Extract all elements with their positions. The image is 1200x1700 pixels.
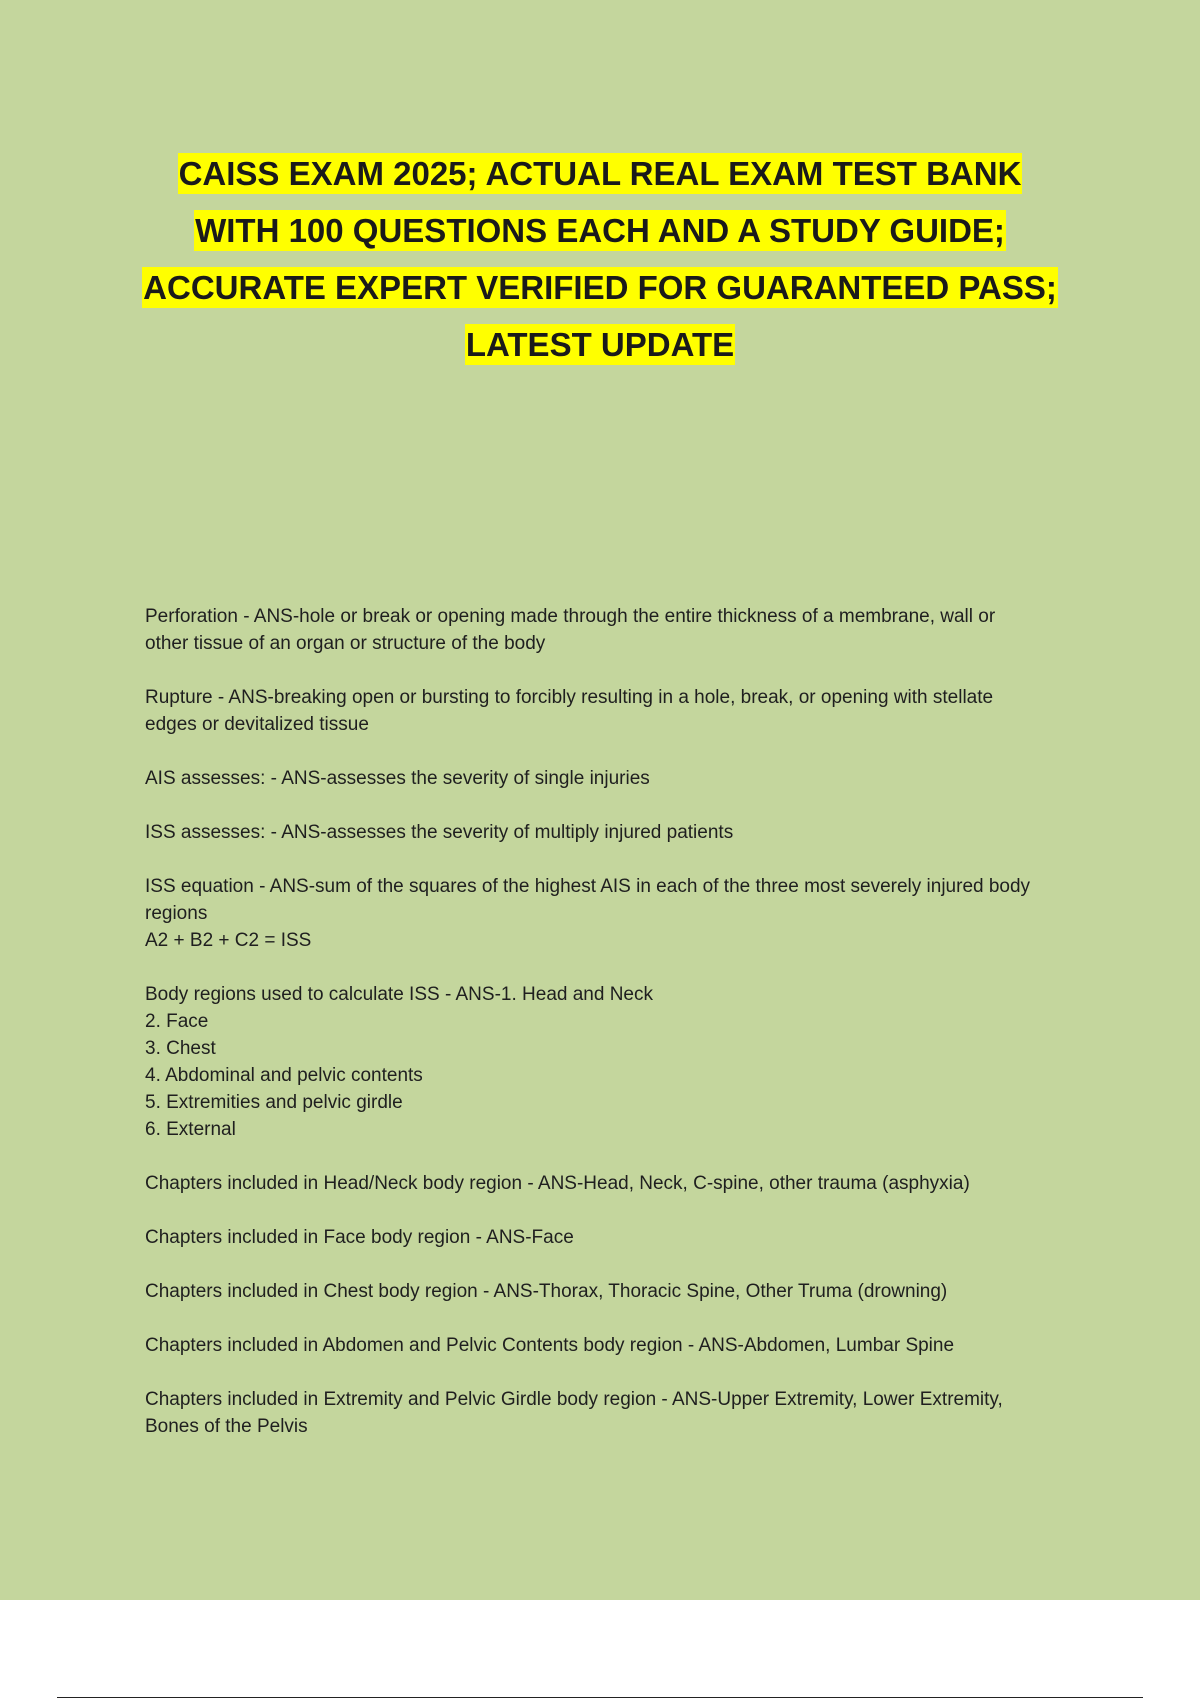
qa-entry	[145, 1278, 1095, 1305]
qa-entry-line: 4. Abdominal and pelvic contents	[145, 1065, 423, 1086]
title-line-text: CAISS EXAM 2025; ACTUAL REAL EXAM TEST BANK	[178, 155, 1022, 192]
qa-entry-line: Bones of the Pelvis	[145, 1416, 308, 1437]
title-line	[80, 316, 1120, 373]
footer-divider	[57, 1697, 1143, 1698]
title-line-text: WITH 100 QUESTIONS EACH AND A STUDY GUIDE;	[195, 212, 1005, 249]
qa-entry	[145, 819, 1095, 846]
qa-entry-line: edges or devitalized tissue	[145, 714, 369, 735]
qa-entry	[145, 603, 1095, 657]
qa-entry-line: 5. Extremities and pelvic girdle	[145, 1092, 403, 1113]
qa-entry-line: other tissue of an organ or structure of the body	[145, 633, 546, 654]
title-line-text: LATEST UPDATE	[465, 326, 735, 363]
page-footer	[0, 1600, 1200, 1700]
question-answer-list	[145, 603, 1095, 1467]
qa-entry-line: 2. Face	[145, 1011, 209, 1032]
qa-entry-line: Chapters included in Abdomen and Pelvic Contents body region - ANS-Abdomen, Lumbar Spine	[145, 1335, 955, 1356]
qa-entry-line: AIS assesses: - ANS-assesses the severity of single injuries	[145, 768, 650, 789]
qa-entry-line: Chapters included in Extremity and Pelvic Girdle body region - ANS-Upper Extremity, Lower Extremity,	[145, 1389, 1003, 1410]
qa-entry	[145, 1386, 1095, 1440]
document-title	[80, 145, 1120, 373]
qa-entry	[145, 765, 1095, 792]
qa-entry	[145, 1170, 1095, 1197]
qa-entry-line: Rupture - ANS-breaking open or bursting to forcibly resulting in a hole, break, or opening with stellate	[145, 687, 994, 708]
qa-entry-line: 6. External	[145, 1119, 236, 1140]
qa-entry	[145, 873, 1095, 954]
qa-entry-line: Chapters included in Chest body region - ANS-Thorax, Thoracic Spine, Other Truma (drowning)	[145, 1281, 948, 1302]
qa-entry	[145, 981, 1095, 1143]
title-line	[80, 259, 1120, 316]
qa-entry	[145, 1332, 1095, 1359]
title-line	[80, 202, 1120, 259]
qa-entry-line: ISS equation - ANS-sum of the squares of the highest AIS in each of the three most severely injured body	[145, 876, 1031, 897]
title-line-text: ACCURATE EXPERT VERIFIED FOR GUARANTEED PASS;	[143, 269, 1057, 306]
qa-entry	[145, 684, 1095, 738]
qa-entry-line: Chapters included in Head/Neck body region - ANS-Head, Neck, C-spine, other trauma (asphyxia)	[145, 1173, 970, 1194]
qa-entry	[145, 1224, 1095, 1251]
qa-entry-line: A2 + B2 + C2 = ISS	[145, 930, 312, 951]
qa-entry-line: 3. Chest	[145, 1038, 216, 1059]
title-line	[80, 145, 1120, 202]
qa-entry-line: Chapters included in Face body region - ANS-Face	[145, 1227, 574, 1248]
qa-entry-line: ISS assesses: - ANS-assesses the severity of multiply injured patients	[145, 822, 734, 843]
qa-entry-line: Body regions used to calculate ISS - ANS-1. Head and Neck	[145, 984, 653, 1005]
qa-entry-line: regions	[145, 903, 208, 924]
qa-entry-line: Perforation - ANS-hole or break or opening made through the entire thickness of a membrane, wall or	[145, 606, 996, 627]
